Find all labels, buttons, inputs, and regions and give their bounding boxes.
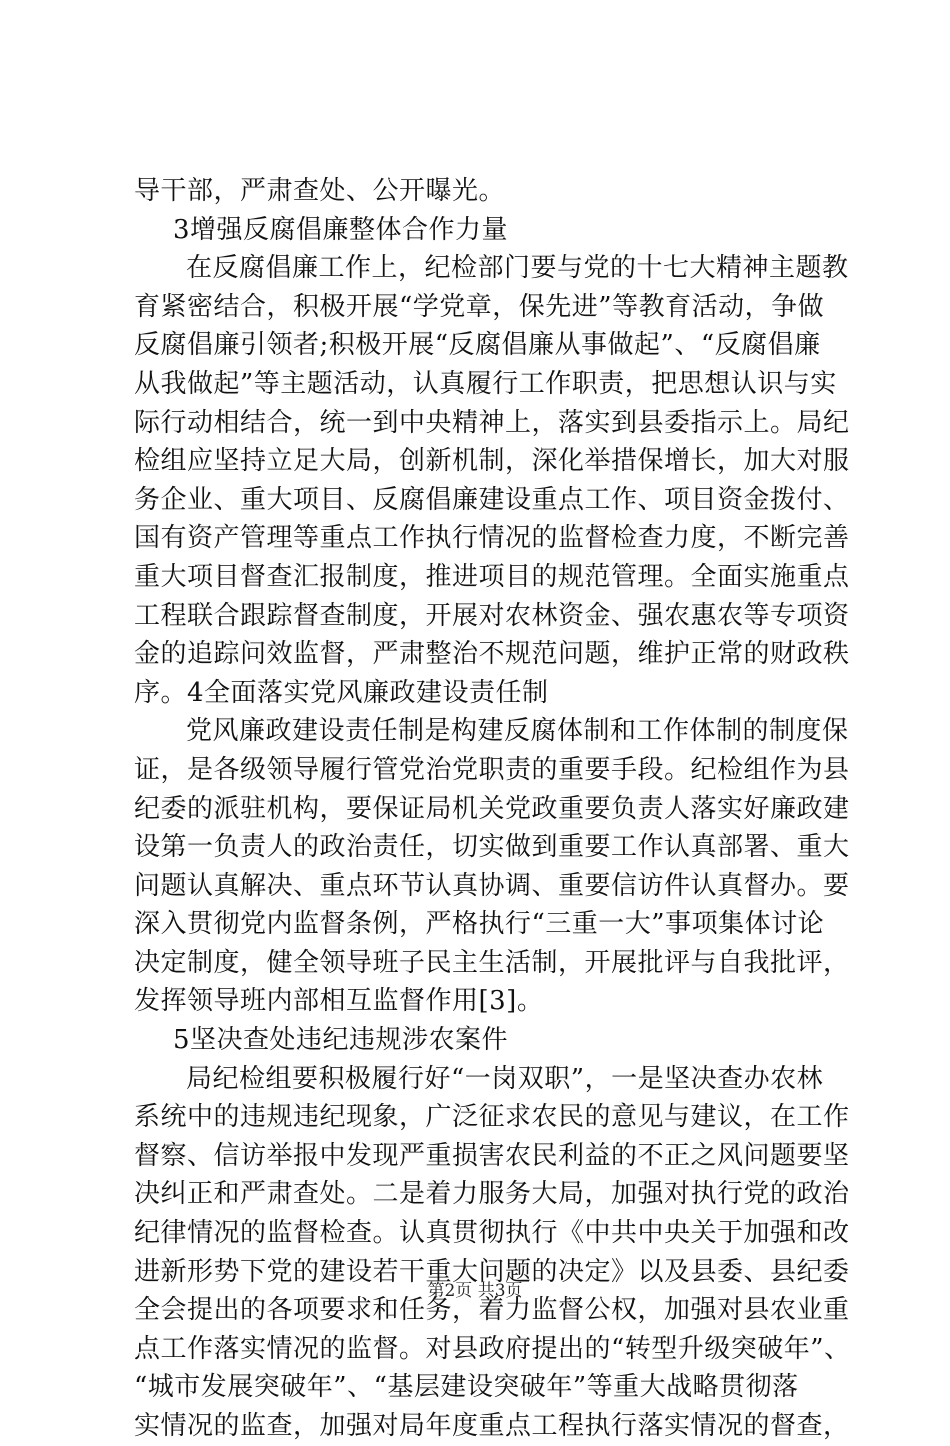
text-line: 育紧密结合，积极开展“学党章，保先进”等教育活动，争做	[134, 291, 825, 322]
text-line: 务企业、重大项目、反腐倡廉建设重点工作、项目资金拨付、	[134, 484, 850, 515]
text-line: 全会提出的各项要求和任务，着力监督公权，加强对县农业重	[134, 1295, 850, 1326]
page-footer: 第2页 共3页	[427, 1281, 523, 1301]
text-line: 工程联合跟踪督查制度，开展对农林资金、强农惠农等专项资	[134, 600, 850, 631]
text-line: 实情况的监查，加强对局年度重点工程执行落实情况的督查，	[134, 1411, 850, 1441]
text-line: 从我做起”等主题活动，认真履行工作职责，把思想认识与实	[134, 368, 837, 399]
text-line: 进新形势下党的建设若干重大问题的决定》以及县委、县纪委	[134, 1256, 850, 1287]
section-heading: 5坚决查处违纪违规涉农案件	[173, 1025, 509, 1056]
text-line: 设第一负责人的政治责任，切实做到重要工作认真部署、重大	[134, 832, 850, 863]
text-line: 纪律情况的监督检查。认真贯彻执行《中共中央关于加强和改	[134, 1218, 850, 1249]
text-line: 决纠正和严肃查处。二是着力服务大局，加强对执行党的政治	[134, 1179, 850, 1210]
text-line: 发挥领导班内部相互监督作用[3]。	[134, 986, 544, 1017]
text-line: “城市发展突破年”、“基层建设突破年”等重大战略贯彻落	[134, 1372, 799, 1403]
text-line: 局纪检组要积极履行好“一岗双职”，一是坚决查办农林	[186, 1063, 824, 1094]
text-line: 系统中的违规违纪现象，广泛征求农民的意见与建议，在工作	[134, 1102, 850, 1133]
text-line: 反腐倡廉引领者;积极开展“反腐倡廉从事做起”、“反腐倡廉	[134, 330, 821, 361]
text-line: 导干部，严肃查处、公开曝光。	[134, 176, 506, 206]
text-line: 证，是各级领导履行管党治党职责的重要手段。纪检组作为县	[134, 754, 850, 785]
text-line: 决定制度，健全领导班子民主生活制，开展批评与自我批评，	[134, 947, 850, 978]
document-body	[134, 172, 851, 1446]
text-line: 重大项目督查汇报制度，推进项目的规范管理。全面实施重点	[134, 561, 850, 592]
text-line: 点工作落实情况的监督。对县政府提出的“转型升级突破年”、	[134, 1333, 851, 1364]
section-heading: 3增强反腐倡廉整体合作力量	[173, 214, 509, 245]
text-line: 在反腐倡廉工作上，纪检部门要与党的十七大精神主题教	[186, 253, 849, 284]
text-line: 际行动相结合，统一到中央精神上，落实到县委指示上。局纪	[134, 407, 850, 438]
text-line: 序。4全面落实党风廉政建设责任制	[134, 677, 549, 708]
text-line: 深入贯彻党内监督条例，严格执行“三重一大”事项集体讨论	[134, 909, 825, 940]
text-line: 国有资产管理等重点工作执行情况的监督检查力度，不断完善	[134, 523, 850, 554]
text-line: 督察、信访举报中发现严重损害农民利益的不正之风问题要坚	[134, 1140, 850, 1171]
text-line: 党风廉政建设责任制是构建反腐体制和工作体制的制度保	[186, 716, 849, 747]
text-line: 纪委的派驻机构，要保证局机关党政重要负责人落实好廉政建	[134, 793, 850, 824]
text-line: 问题认真解决、重点环节认真协调、重要信访件认真督办。要	[134, 870, 850, 901]
text-line: 金的追踪问效监督，严肃整治不规范问题，维护正常的财政秩	[134, 639, 850, 670]
text-line: 检组应坚持立足大局，创新机制，深化举措保增长，加大对服	[134, 446, 850, 477]
